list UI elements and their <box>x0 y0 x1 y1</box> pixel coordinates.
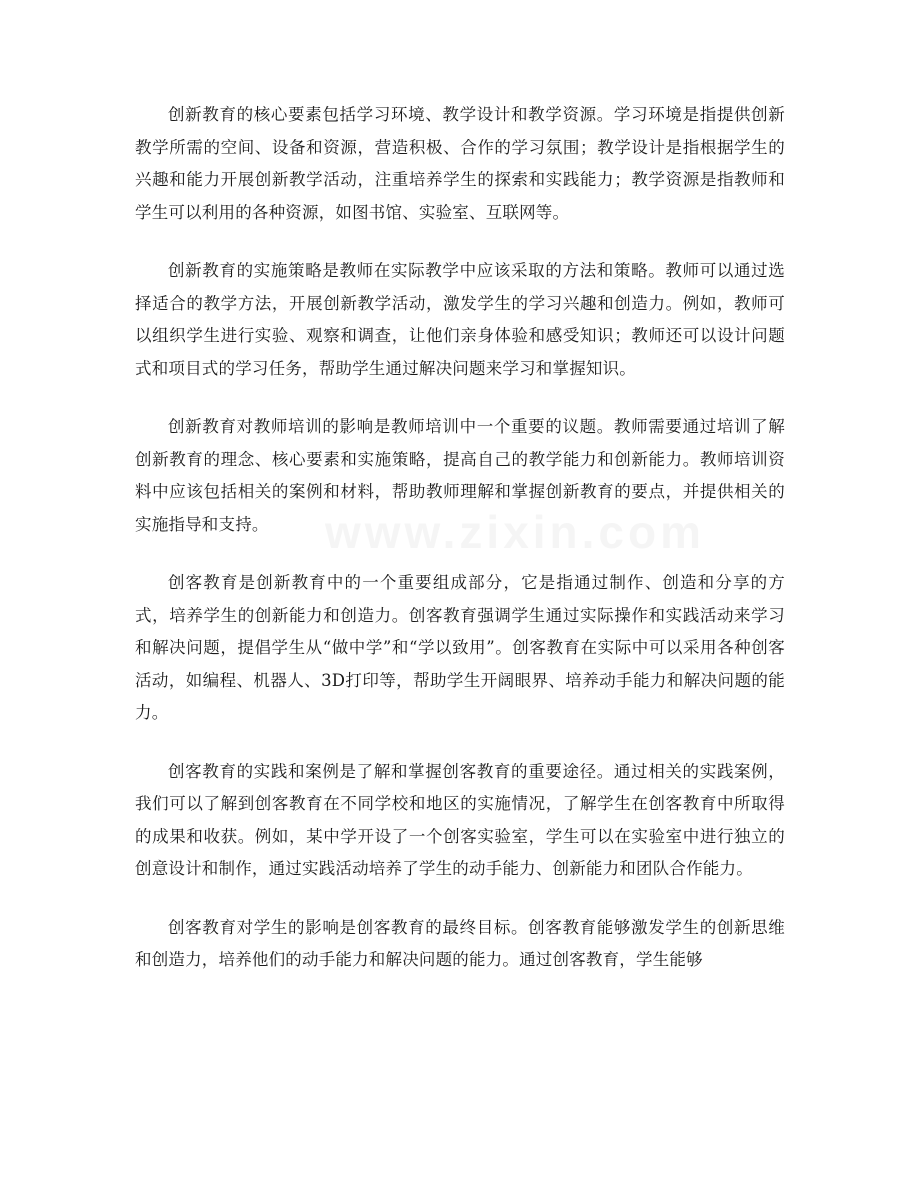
paragraph-2: 创新教育的实施策略是教师在实际教学中应该采取的方法和策略。教师可以通过选择适合的教学方法，开展创新教学活动，激发学生的学习兴趣和创造力。例如，教师可以组织学生进行实验、观察和调查，让他们亲身体验和感受知识；教师还可以设计问题式和项目式的学习任务，帮助学生通过解决问题来学习和掌握知识。 <box>135 261 785 378</box>
paragraph-1: 创新教育的核心要素包括学习环境、教学设计和教学资源。学习环境是指提供创新教学所需的空间、设备和资源，营造积极、合作的学习氛围；教学设计是指根据学生的兴趣和能力开展创新教学活动，注重培养学生的探索和实践能力；教学资源是指教师和学生可以利用的各种资源，如图书馆、实验室、互联网等。 <box>135 105 785 222</box>
paragraph-3: 创新教育对教师培训的影响是教师培训中一个重要的议题。教师需要通过培训了解创新教育的理念、核心要素和实施策略，提高自己的教学能力和创新能力。教师培训资料中应该包括相关的案例和材料，帮助教师理解和掌握创新教育的要点，并提供相关的实施指导和支持。 <box>135 417 785 534</box>
document-body <box>135 99 785 1003</box>
paragraph-4: 创客教育是创新教育中的一个重要组成部分，它是指通过制作、创造和分享的方式，培养学生的创新能力和创造力。创客教育强调学生通过实际操作和实践活动来学习和解决问题，提倡学生从“做中学”和“学以致用”。创客教育在实际中可以采用各种创客活动，如编程、机器人、3D打印等，帮助学生开阔眼界、培养动手能力和解决问题的能力。 <box>135 573 785 722</box>
paragraph-5: 创客教育的实践和案例是了解和掌握创客教育的重要途径。通过相关的实践案例，我们可以了解到创客教育在不同学校和地区的实施情况，了解学生在创客教育中所取得的成果和收获。例如，某中学开设了一个创客实验室，学生可以在实验室中进行独立的创意设计和制作，通过实践活动培养了学生的动手能力、创新能力和团队合作能力。 <box>135 761 785 878</box>
watermark: www.zixin.com <box>325 506 706 558</box>
paragraph-6: 创客教育对学生的影响是创客教育的最终目标。创客教育能够激发学生的创新思维和创造力，培养他们的动手能力和解决问题的能力。通过创客教育，学生能够 <box>135 917 785 969</box>
